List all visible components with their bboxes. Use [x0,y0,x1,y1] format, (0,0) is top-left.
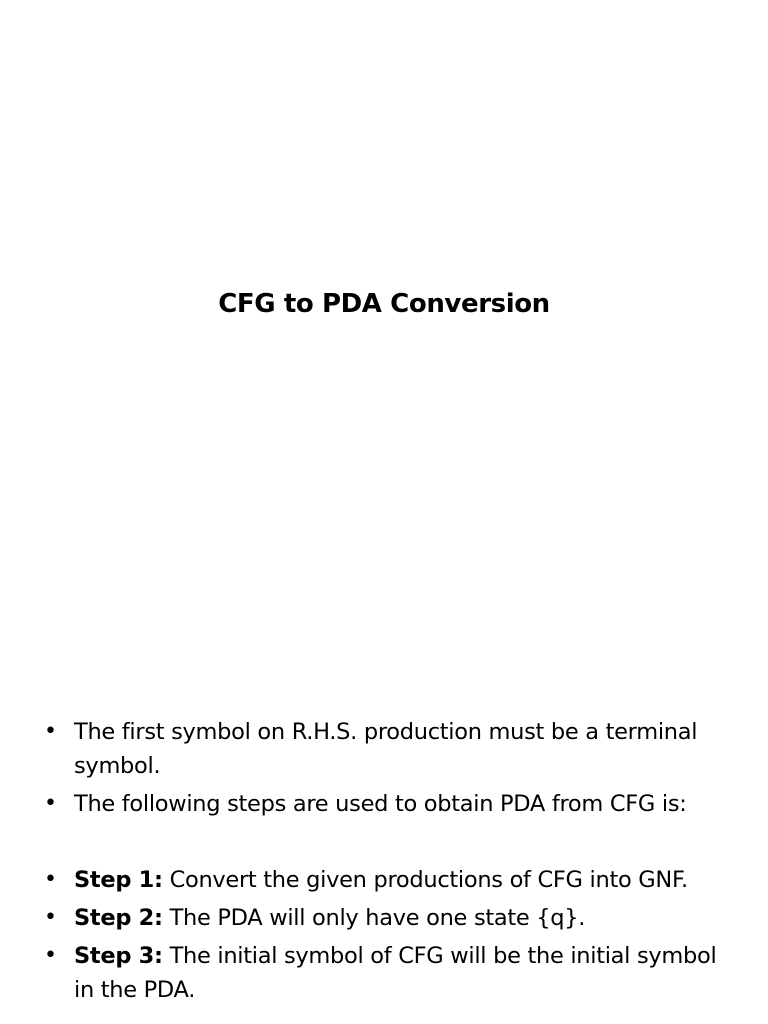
bullet-icon: • [44,867,57,892]
step-label: Step 3: [74,943,163,969]
list-item [44,787,734,821]
list-item [44,901,734,935]
step-label: Step 1: [74,867,163,893]
step-label: Step 2: [74,905,163,931]
list-item [44,939,734,1007]
bullet-text: The initial symbol of CFG will be the initial symbol in the PDA. [74,943,717,1003]
bullet-icon: • [44,943,57,968]
bullet-text: The following steps are used to obtain PDA from CFG is: [74,791,687,817]
bullet-text: The PDA will only have one state {q}. [162,905,586,931]
list-item [44,863,734,897]
bullet-list [44,715,734,1011]
bullet-icon: • [44,719,57,744]
slide-title: CFG to PDA Conversion [218,289,550,319]
bullet-icon: • [44,905,57,930]
bullet-text: The first symbol on R.H.S. production must be a terminal symbol. [74,719,698,779]
bullet-icon: • [44,791,57,816]
list-item [44,715,734,783]
bullet-text: Convert the given productions of CFG into GNF. [162,867,688,893]
